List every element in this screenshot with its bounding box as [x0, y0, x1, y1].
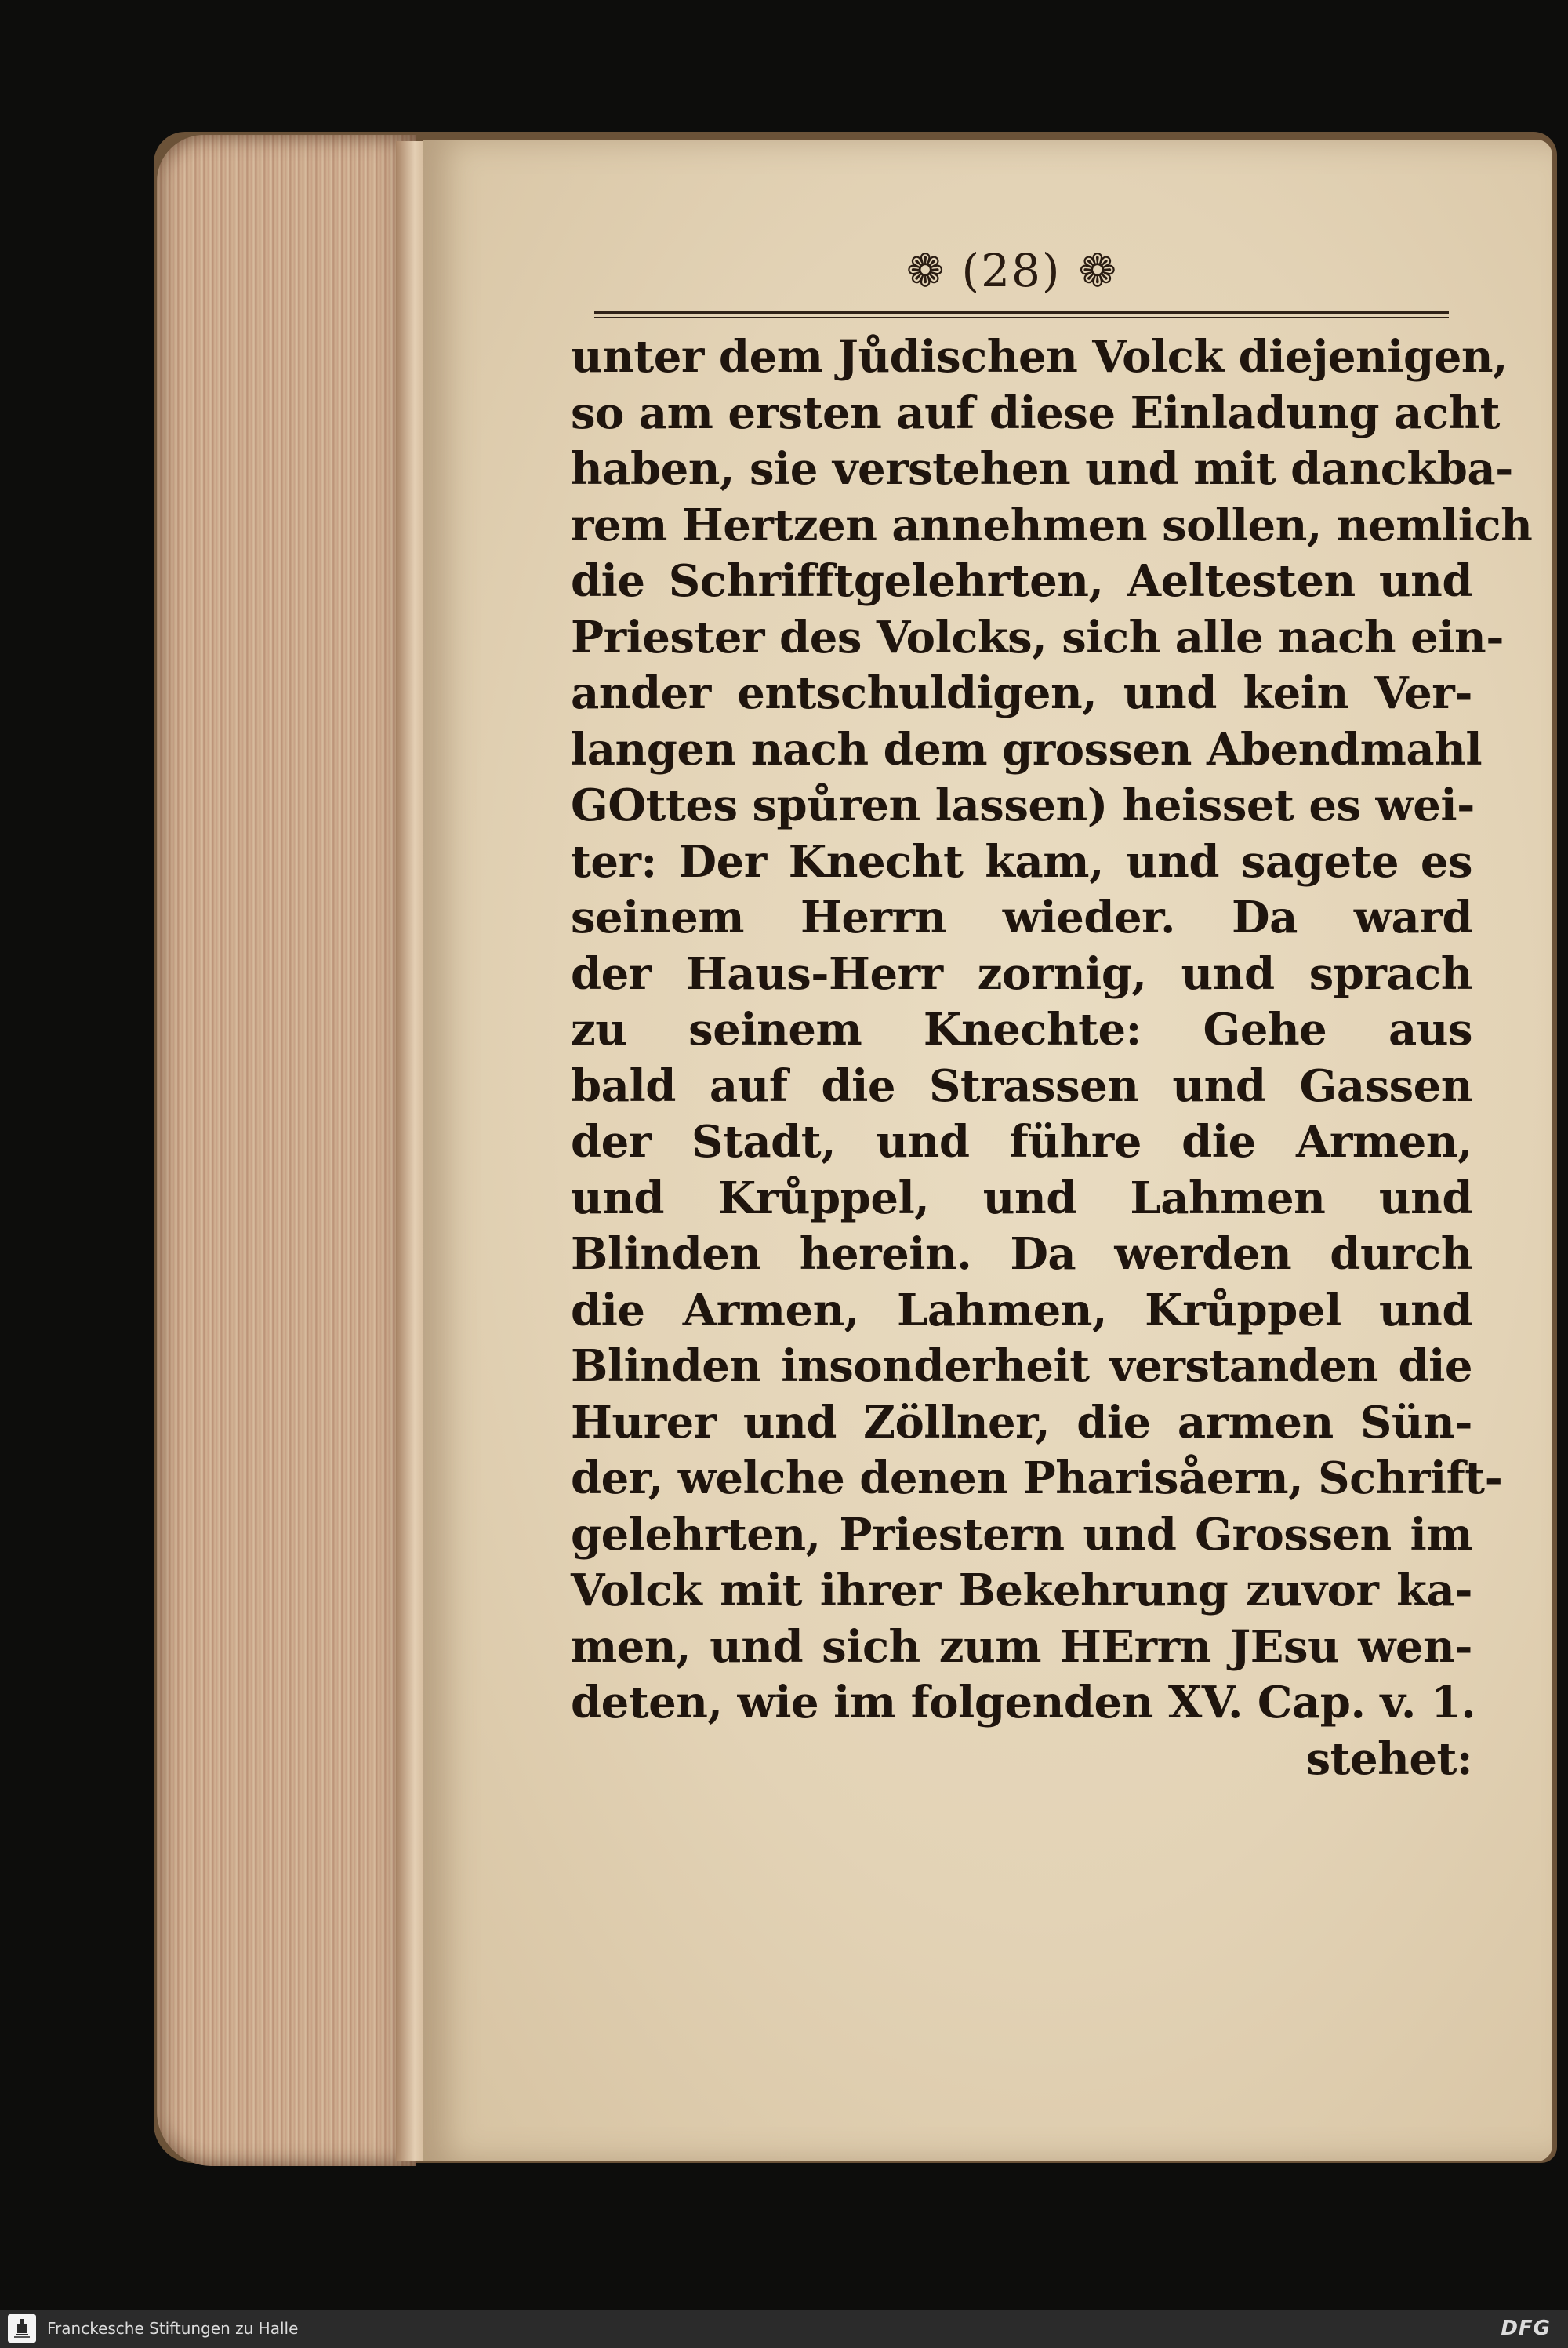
- flower-ornament-icon: ❁: [1078, 244, 1117, 297]
- viewer-footer: [0, 2310, 1568, 2348]
- page-gutter: [396, 141, 427, 2161]
- text-line: gelehrten, Priestern und Grossen im: [571, 1508, 1472, 1561]
- text-line: deten, wie im folgenden XV. Cap. v. 1.: [571, 1677, 1476, 1728]
- text-line: die Armen, Lahmen, Krůppel und: [571, 1284, 1472, 1336]
- page-header: [847, 239, 1176, 302]
- institution-name: Franckesche Stiftungen zu Halle: [47, 2319, 299, 2338]
- text-line: so am ersten auf diese Einladung acht: [571, 387, 1501, 439]
- text-line: der Stadt, und führe die Armen,: [571, 1116, 1472, 1168]
- text-line: unter dem Jůdischen Volck diejenigen,: [571, 331, 1508, 383]
- body-text: [571, 329, 1533, 1787]
- text-line: seinem Herrn wieder. Da ward: [571, 892, 1472, 943]
- text-line: Priester des Volcks, sich alle nach ein-: [571, 611, 1504, 663]
- text-line: Blinden herein. Da werden durch: [571, 1228, 1472, 1280]
- text-line: stehet:: [1305, 1732, 1472, 1785]
- text-line: Hurer und Zöllner, die armen Sün-: [571, 1396, 1472, 1448]
- text-line: der, welche denen Pharisåern, Schrift-: [571, 1452, 1503, 1504]
- text-line: und Krůppel, und Lahmen und: [571, 1172, 1472, 1224]
- header-rule: [594, 311, 1449, 318]
- dfg-logo: DFG: [1501, 2317, 1551, 2340]
- text-line: zu seinem Knechte: Gehe aus: [571, 1004, 1472, 1056]
- text-line: Blinden insonderheit verstanden die: [571, 1340, 1472, 1392]
- page-number: (28): [961, 244, 1062, 297]
- text-line: men, und sich zum HErrn JEsu wen-: [571, 1620, 1472, 1673]
- text-line: langen nach dem grossen Abendmahl: [571, 723, 1483, 776]
- text-line: Volck mit ihrer Bekehrung zuvor ka-: [571, 1565, 1472, 1616]
- text-line: die Schrifftgelehrten, Aeltesten und: [571, 555, 1472, 607]
- text-line: haben, sie verstehen und mit danckba-: [571, 443, 1513, 495]
- institution-logo-icon: [8, 2314, 36, 2343]
- text-line: rem Hertzen annehmen sollen, nemlich: [571, 499, 1533, 551]
- text-line: bald auf die Strassen und Gassen: [571, 1060, 1472, 1112]
- page-stack-fore-edge: [157, 135, 416, 2166]
- text-line: der Haus-Herr zornig, und sprach: [571, 947, 1472, 1000]
- flower-ornament-icon: ❁: [906, 244, 945, 297]
- text-line: GOttes spůren lassen) heisset es wei-: [571, 780, 1475, 831]
- text-line: ander entschuldigen, und kein Ver-: [571, 667, 1472, 719]
- text-line: ter: Der Knecht kam, und sagete es: [571, 835, 1472, 888]
